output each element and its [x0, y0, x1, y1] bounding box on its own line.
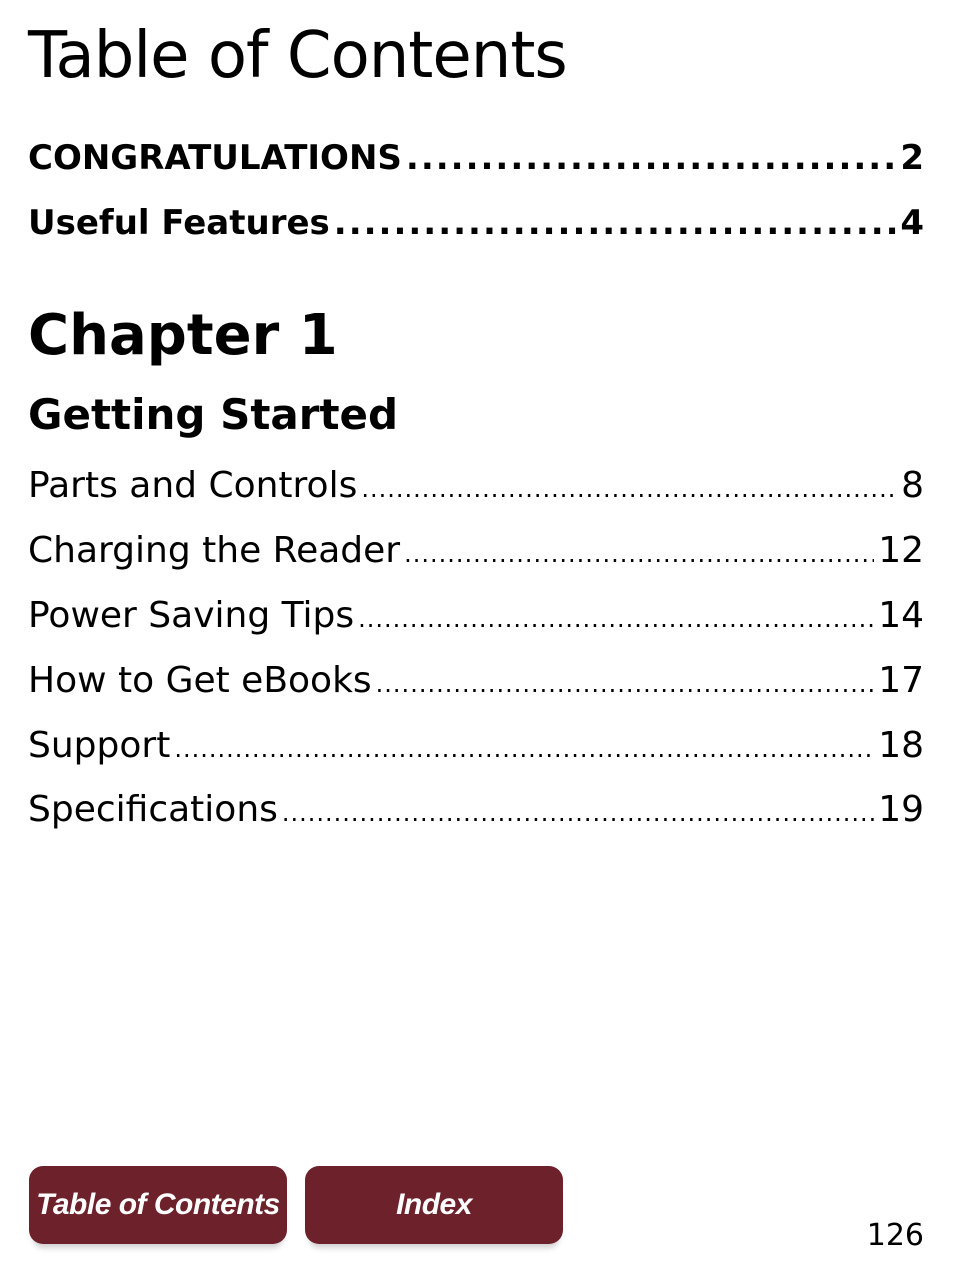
page-title: Table of Contents: [28, 19, 567, 93]
dot-leader: [361, 475, 897, 503]
toc-entry-parts-and-controls[interactable]: [28, 465, 924, 506]
toc-entry-page: 18: [878, 725, 924, 766]
toc-entry-page: 19: [878, 789, 924, 830]
toc-entry-power-saving-tips[interactable]: [28, 595, 924, 636]
toc-entry-label: Power Saving Tips: [28, 595, 355, 636]
toc-entry-specifications[interactable]: [28, 789, 924, 830]
dot-leader: [404, 540, 874, 568]
toc-entry-label: CONGRATULATIONS: [28, 138, 402, 178]
toc-entry-page: 14: [878, 595, 924, 636]
toc-entry-support[interactable]: [28, 725, 924, 766]
dot-leader: [358, 605, 874, 633]
index-button[interactable]: Index: [305, 1166, 563, 1244]
dot-leader: [334, 203, 897, 243]
toc-entry-label: Specifications: [28, 789, 278, 830]
chapter-title: Chapter 1: [28, 303, 338, 368]
page-number: 126: [866, 1218, 924, 1253]
toc-entry-label: Parts and Controls: [28, 465, 358, 506]
dot-leader: [174, 735, 874, 763]
dot-leader: [406, 138, 896, 178]
toc-entry-label: Useful Features: [28, 203, 330, 243]
toc-entry-charging-the-reader[interactable]: [28, 530, 924, 571]
table-of-contents-button[interactable]: Table of Contents: [29, 1166, 287, 1244]
dot-leader: [376, 670, 875, 698]
toc-entry-label: Support: [28, 725, 171, 766]
toc-entry-how-to-get-ebooks[interactable]: [28, 660, 924, 701]
toc-entry-label: Charging the Reader: [28, 530, 401, 571]
toc-entry-congratulations[interactable]: [28, 138, 924, 178]
section-title: Getting Started: [28, 390, 399, 439]
toc-entry-page: 17: [878, 660, 924, 701]
toc-entry-label: How to Get eBooks: [28, 660, 372, 701]
toc-entry-page: 4: [900, 203, 924, 243]
dot-leader: [282, 799, 874, 827]
toc-entry-page: 2: [900, 138, 924, 178]
toc-entry-useful-features[interactable]: [28, 203, 924, 243]
toc-entry-page: 12: [878, 530, 924, 571]
toc-entry-page: 8: [901, 465, 924, 506]
